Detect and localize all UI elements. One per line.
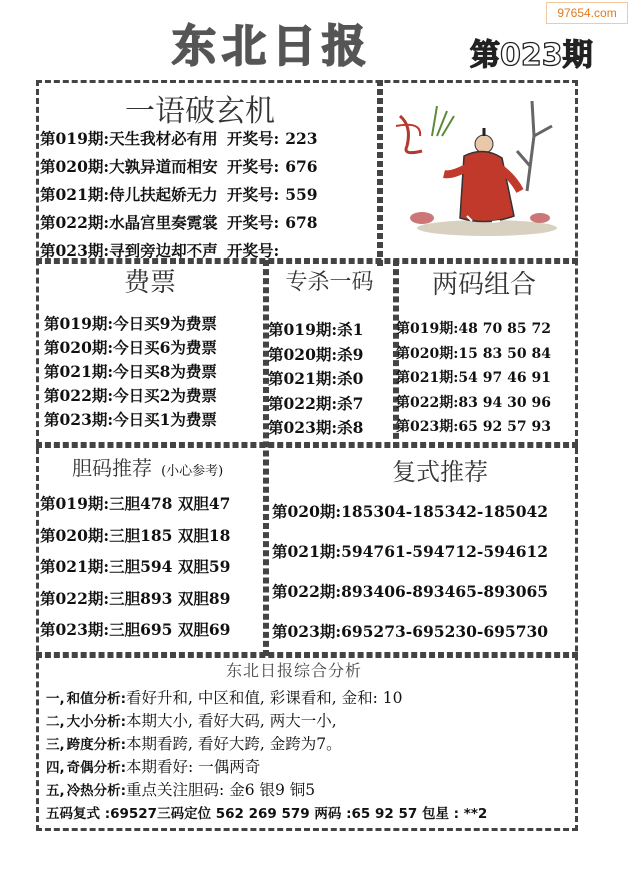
analysis-row xyxy=(46,709,402,732)
analysis-num: 三, xyxy=(46,737,65,753)
liangma-row: 第020期:15 83 50 84 xyxy=(396,345,551,362)
zhuansha-header: 专杀一码 xyxy=(285,270,374,295)
analysis-num: 五, xyxy=(46,783,65,799)
fushi-list xyxy=(272,500,548,660)
riddle-text: 天生我材必有用 xyxy=(109,129,218,148)
draw-number: 559 xyxy=(285,185,318,204)
analysis-text: 本期看跨, 看好大跨, 金跨为7。 xyxy=(126,735,342,753)
analysis-num: 一, xyxy=(46,691,65,707)
scholar-illustration xyxy=(392,96,562,246)
fushi-row: 第021期:594761-594712-594612 xyxy=(272,542,549,561)
riddle-row xyxy=(40,183,318,211)
feipiao-row: 第023期:今日买1为费票 xyxy=(44,410,217,429)
liangma-row: 第021期:54 97 46 91 xyxy=(396,370,551,386)
draw-label: 开奖号: xyxy=(227,213,280,232)
riddle-text: 寻到旁边却不声 xyxy=(109,241,218,260)
analysis-row xyxy=(46,755,402,778)
riddle-list xyxy=(40,127,318,267)
fushi-row: 第020期:185304-185342-185042 xyxy=(272,502,549,521)
site-badge[interactable]: 97654.com xyxy=(546,2,628,24)
fushi-header: 复式推荐 xyxy=(392,458,488,486)
riddle-period: 第023期: xyxy=(40,241,110,260)
divider-v1 xyxy=(377,80,383,266)
draw-label: 开奖号: xyxy=(227,185,280,204)
riddle-header: 一语破玄机 xyxy=(125,94,275,129)
riddle-period: 第020期: xyxy=(40,157,110,176)
analysis-label: 跨度分析: xyxy=(66,737,127,753)
analysis-text: 本期看好: 一偶两奇 xyxy=(126,758,261,776)
riddle-row xyxy=(40,127,318,155)
liangma-header: 两码组合 xyxy=(431,270,536,300)
analysis-header: 东北日报综合分析 xyxy=(226,661,363,680)
fushi-row: 第022期:893406-893465-893065 xyxy=(272,582,549,601)
zhuansha-row: 第022期:杀7 xyxy=(268,393,364,413)
feipiao-row: 第020期:今日买6为费票 xyxy=(44,338,217,357)
divider-h2 xyxy=(36,442,578,448)
riddle-text: 大孰异道而相安 xyxy=(109,157,218,176)
analysis-list xyxy=(46,686,402,801)
analysis-text: 本期大小, 看好大码, 两大一小, xyxy=(126,712,337,730)
analysis-num: 四, xyxy=(46,760,65,776)
riddle-period: 第022期: xyxy=(40,213,110,232)
draw-number: 678 xyxy=(285,213,318,232)
zhuansha-list xyxy=(268,318,363,441)
draw-number: 676 xyxy=(285,157,318,176)
draw-label: 开奖号: xyxy=(227,241,280,260)
analysis-row xyxy=(46,778,402,801)
feipiao-row: 第022期:今日买2为费票 xyxy=(44,386,217,405)
riddle-period: 第021期: xyxy=(40,185,110,204)
analysis-label: 大小分析: xyxy=(66,714,127,730)
feipiao-row: 第019期:今日买9为费票 xyxy=(44,314,217,333)
draw-label: 开奖号: xyxy=(227,129,280,148)
danma-row: 第023期:三胆695 双胆69 xyxy=(40,620,231,639)
draw-number: 223 xyxy=(285,129,318,148)
danma-row: 第020期:三胆185 双胆18 xyxy=(40,525,231,545)
danma-note: (小心参考) xyxy=(161,464,224,479)
liangma-row: 第023期:65 92 57 93 xyxy=(396,419,551,435)
feipiao-list xyxy=(44,312,217,432)
draw-label: 开奖号: xyxy=(227,157,280,176)
danma-row: 第021期:三胆594 双胆59 xyxy=(40,557,231,576)
analysis-footer: 五码复式 :69527三码定位 562 269 579 两码 :65 92 57 包星 : **2 xyxy=(46,806,488,822)
analysis-label: 奇偶分析: xyxy=(66,760,127,776)
riddle-period: 第019期: xyxy=(40,129,110,148)
danma-header-wrap xyxy=(72,452,223,481)
zhuansha-row: 第023期:杀8 xyxy=(268,418,364,437)
danma-row: 第019期:三胆478 双胆47 xyxy=(40,494,231,513)
analysis-row xyxy=(46,732,402,755)
analysis-row xyxy=(46,686,402,709)
liangma-list xyxy=(396,318,551,441)
liangma-row: 第022期:83 94 30 96 xyxy=(396,394,551,411)
zhuansha-row: 第020期:杀9 xyxy=(268,344,364,364)
zhuansha-row: 第021期:杀0 xyxy=(268,369,364,388)
analysis-label: 和值分析: xyxy=(66,691,127,707)
analysis-label: 冷热分析: xyxy=(66,783,127,799)
riddle-text: 侍儿扶起娇无力 xyxy=(109,185,218,204)
riddle-row xyxy=(40,155,318,183)
danma-row: 第022期:三胆893 双胆89 xyxy=(40,588,231,608)
newspaper-title: 东北日报 xyxy=(172,21,372,72)
riddle-row xyxy=(40,211,318,239)
riddle-text: 水晶宫里奏霓裳 xyxy=(109,213,218,232)
zhuansha-row: 第019期:杀1 xyxy=(268,320,364,339)
liangma-row: 第019期:48 70 85 72 xyxy=(396,321,551,337)
issue-number: 第023期 xyxy=(470,38,593,73)
analysis-text: 重点关注胆码: 金6 银9 铜5 xyxy=(126,781,316,799)
danma-list xyxy=(40,492,230,650)
analysis-text: 看好升和, 中区和值, 彩课看和, 金和: 10 xyxy=(126,689,403,707)
fushi-row: 第023期:695273-695230-695730 xyxy=(272,622,549,641)
feipiao-row: 第021期:今日买8为费票 xyxy=(44,362,217,381)
feipiao-header: 费票 xyxy=(123,268,176,298)
danma-header: 胆码推荐 xyxy=(72,456,152,480)
analysis-num: 二, xyxy=(46,714,65,730)
